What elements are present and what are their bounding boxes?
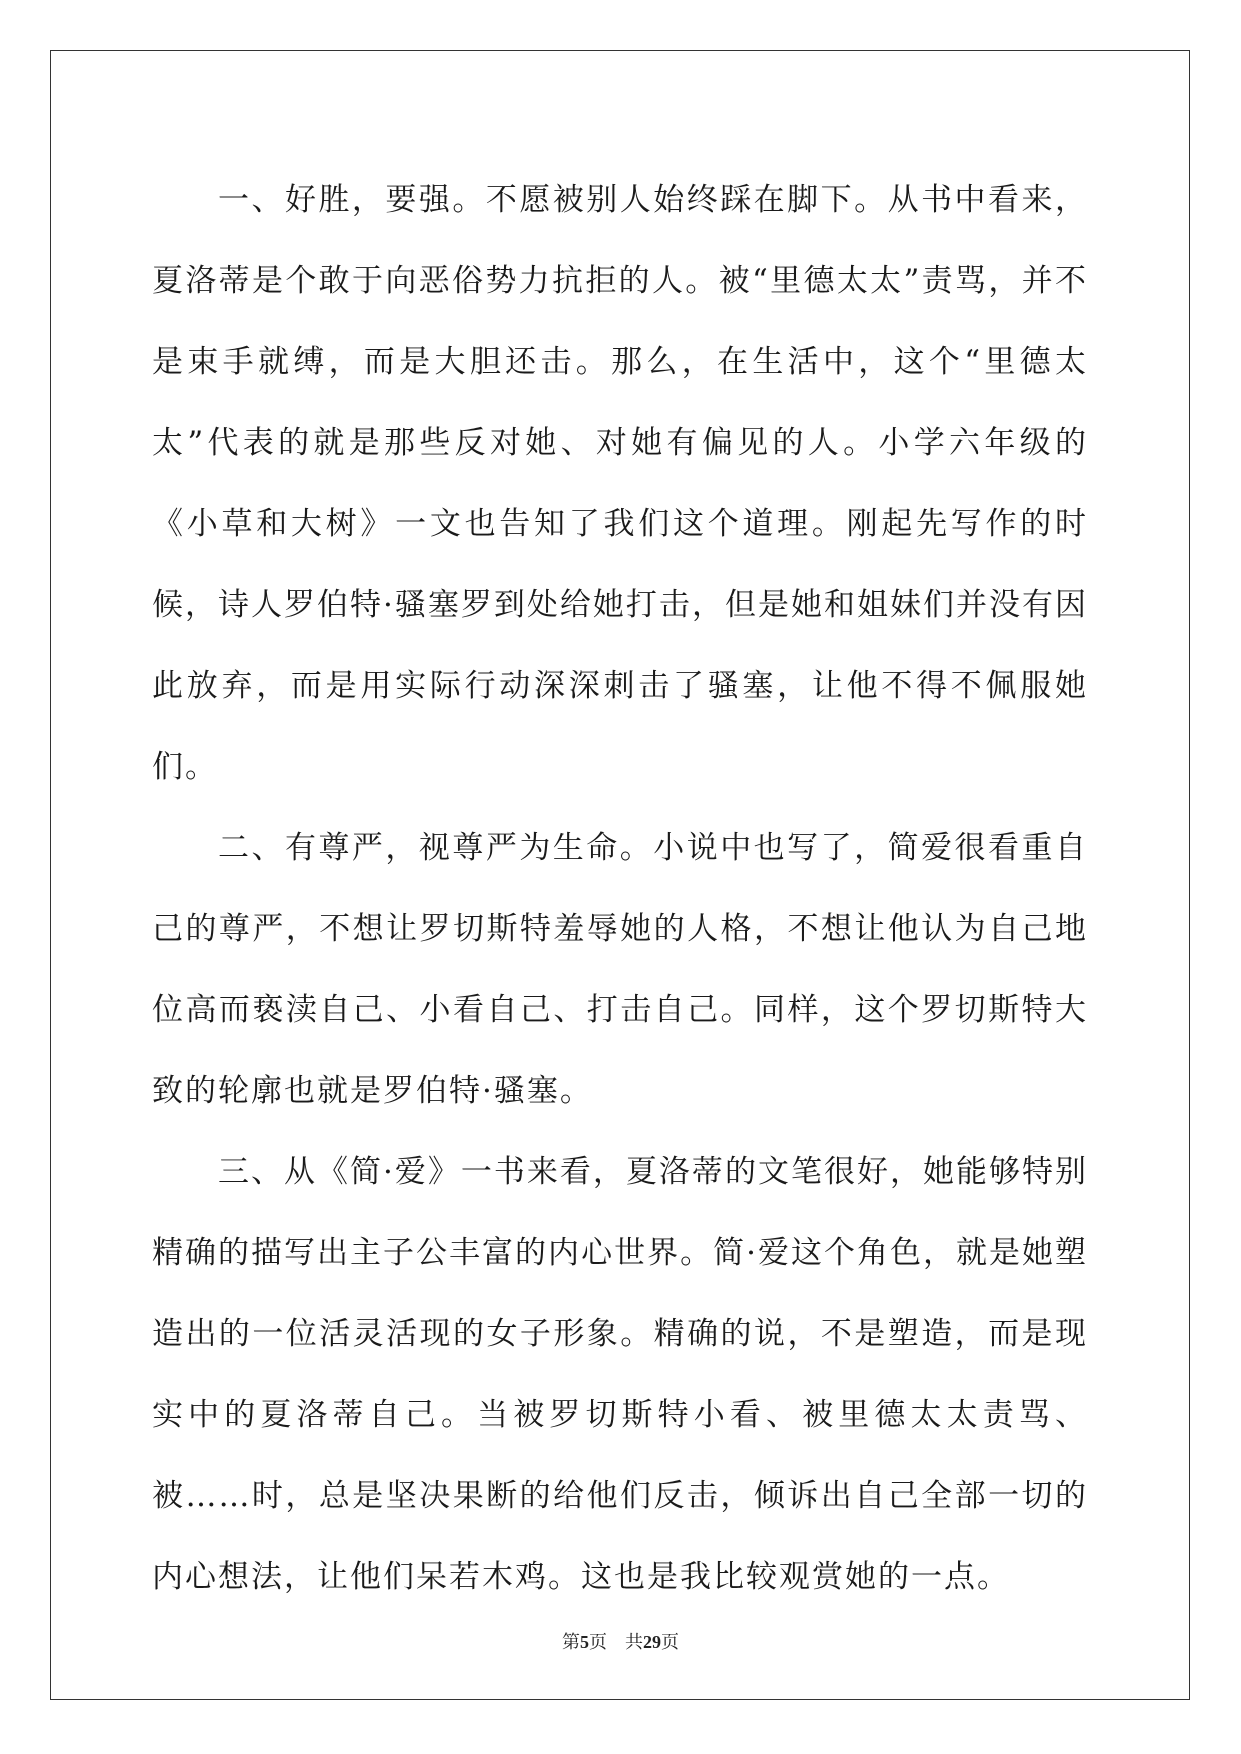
document-body bbox=[152, 160, 1088, 1618]
total-suffix: 页 bbox=[661, 1632, 679, 1652]
paragraph-2: 二、有尊严，视尊严为生命。小说中也写了，简爱很看重自己的尊严，不想让罗切斯特羞辱她的人格，不想让他认为自己地位高而亵渎自己、小看自己、打击自己。同样，这个罗切斯特大致的轮廓也就是罗伯特·骚塞。 bbox=[152, 830, 1088, 1109]
page-footer bbox=[0, 1628, 1241, 1654]
total-prefix: 共 bbox=[625, 1632, 643, 1652]
paragraph-1: 一、好胜，要强。不愿被别人始终踩在脚下。从书中看来，夏洛蒂是个敢于向恶俗势力抗拒的人。被“里德太太”责骂，并不是束手就缚，而是大胆还击。那么，在生活中，这个“里德太太”代表的就是那些反对她、对她有偏见的人。小学六年级的《小草和大树》一文也告知了我们这个道理。刚起先写作的时候，诗人罗伯特·骚塞罗到处给她打击，但是她和姐妹们并没有因此放弃，而是用实际行动深深刺击了骚塞，让他不得不佩服她们。 bbox=[152, 182, 1088, 785]
page-prefix: 第 bbox=[562, 1632, 580, 1652]
page-number: 5 bbox=[580, 1632, 589, 1652]
page-suffix: 页 bbox=[589, 1632, 607, 1652]
total-pages: 29 bbox=[643, 1632, 661, 1652]
paragraph-3: 三、从《简·爱》一书来看，夏洛蒂的文笔很好，她能够特别精确的描写出主子公丰富的内心世界。简·爱这个角色，就是她塑造出的一位活灵活现的女子形象。精确的说，不是塑造，而是现实中的夏洛蒂自己。当被罗切斯特小看、被里德太太责骂、被……时，总是坚决果断的给他们反击，倾诉出自己全部一切的内心想法，让他们呆若木鸡。这也是我比较观赏她的一点。 bbox=[152, 1154, 1088, 1595]
